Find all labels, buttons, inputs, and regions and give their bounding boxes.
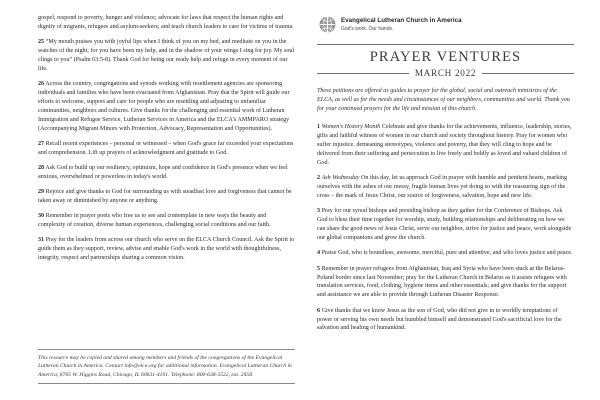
- prayer-entry: [38, 236, 295, 263]
- entry-emphasis: Ash Wednesday: [321, 175, 360, 182]
- subtitle-rule-right: [482, 73, 574, 74]
- entry-number: 6: [317, 307, 321, 314]
- entry-emphasis: Women's History Month: [321, 124, 381, 131]
- subtitle-rule-left: [317, 73, 409, 74]
- entry-text: On this day, let us approach God in prayer with humble and penitent hearts, marking ourselves with the ashes of our messy, fragile human lives yet doing so with the reassuring sign of the cross – the mark of Jesus Christ, our source of forgiveness, salvation, hope and new life.: [317, 175, 568, 200]
- prayer-entry: [317, 207, 574, 243]
- entry-text: Across the country, congregations and synods working with resettlement agencies are sponsoring individuals and families who have been evacuated from Afghanistan. Pray that the Spirit will guide our efforts to welcome, support and care for people who are resettling and adjusting to unfamiliar communities, neighbors and cultures. Give thanks for the challenging and essential work of Lutheran Immigration and Refugee Service, Lutheran Services in America and the ELCA's AMMPARO strategy (Accompanying Migrant Minors with Protection, Advocacy, Representation and Opportunities).: [38, 81, 290, 132]
- entry-number: 4: [317, 250, 321, 257]
- entry-text: Ask God to build up our resiliency, optimism, hope and confidence in God's presence when we feel anxious, overwhelmed or powerless in today's world.: [38, 165, 288, 181]
- prayer-entry: [317, 249, 574, 258]
- organization-name: Evangelical Lutheran Church in America: [341, 17, 462, 25]
- prayer-entry: [38, 38, 295, 74]
- entry-text: Give thanks that we know Jesus as the son of God, who did not give in to worldly temptations of power or serving his own needs but humbled himself and demonstrated God's sacrificial love for the salvation and healing of humankind.: [317, 307, 562, 332]
- entry-number: 31: [38, 237, 45, 244]
- entry-text: Rejoice and give thanks to God for surrounding us with steadfast love and forgiveness that cannot be taken away or diminished by anyone or anything.: [38, 189, 292, 205]
- page-title: PRAYER VENTURES: [369, 49, 522, 65]
- page-subtitle: MARCH 2022: [414, 68, 477, 78]
- prayer-entry: [38, 140, 295, 158]
- entry-text: “My mouth praises you with joyful lips when I think of you on my bed, and meditate on you in the watches of the night; for you have been my help, and in the shadow of your wings I sing for joy. My soul clings to you” (Psalm 63:5-8). Thank God for being our ready help and refuge in every moment of our life.: [38, 39, 295, 72]
- left-entry-list: [38, 38, 295, 269]
- title-rule-top: [317, 44, 574, 45]
- elca-globe-cross-icon: [319, 16, 336, 33]
- entry-number: 1: [317, 124, 321, 131]
- prayer-entry: [317, 123, 574, 168]
- entry-text: Celebrate and give thanks for the achievements, influence, leadership, stories, gifts and faithful witness of women in our church and society throughout history. Pray for women who suffer injustice, demeaning stereotypes, violence and poverty, that they will cling to hope and be delivered from their suffering and persecution to live freely and boldly as loved and valued children of God.: [317, 124, 572, 167]
- prayer-entry: [317, 174, 574, 201]
- title-block: [317, 44, 574, 78]
- prayer-entry: [38, 164, 295, 182]
- entry-number: 27: [38, 141, 45, 147]
- subtitle-row: [317, 68, 574, 78]
- continued-paragraph: gospel; respond to poverty, hunger and violence; advocate for laws that respect the human rights and dignity of migrants, refugees and asylum-seekers; and teach church leaders to care for victims of trauma.: [38, 15, 294, 30]
- prayer-entry: [38, 80, 295, 134]
- entry-number: 25: [38, 39, 45, 46]
- masthead-text: [341, 17, 462, 31]
- entry-number: 30: [38, 213, 45, 220]
- left-column: [38, 14, 295, 400]
- copyright-box: [38, 349, 295, 384]
- entry-number: 29: [38, 189, 45, 196]
- prayer-entry: [317, 265, 574, 301]
- entry-number: 28: [38, 165, 45, 172]
- right-entry-list: [317, 123, 574, 333]
- entry-number: 26: [38, 81, 45, 88]
- entry-number: 3: [317, 208, 321, 215]
- masthead: [319, 16, 574, 33]
- entry-text: Remember in prayer refugees from Afghanistan, Iraq and Syria who have been stuck at the Belarus-Poland border since last November; pray for the Lutheran Church in Belarus as it assists refugees with translation services, food, clothing, hygiene items and other essentials; and give thanks for the support and assistance we are able to provide through Lutheran Disaster Response.: [317, 265, 567, 299]
- entry-number: 2: [317, 175, 321, 182]
- prayer-entry: [38, 188, 295, 206]
- entry-text: Pray for the leaders from across our church who serve on the ELCA Church Council. Ask the Spirit to guide them as they support, review, advise and enable God's work in the world with thoughtfulness, integrity, respect and partnerships sharing a common vision.: [38, 237, 295, 262]
- prayer-entry: [38, 212, 295, 230]
- prayer-entry: [317, 307, 574, 334]
- left-column-spacer: [38, 269, 295, 348]
- entry-text: Praise God, who is boundless, awesome, merciful, pure and attentive, and who loves justice and peace.: [321, 250, 573, 257]
- entry-number: 5: [317, 265, 321, 272]
- introduction-text: These petitions are offered as guides to prayer for the global, social and outreach ministries of the ELCA, as well as for the needs and circumstances of our neighbors, communities and world. Thank you for your continued prayers for the life and mission of this church.: [317, 88, 570, 113]
- copyright-text: This resource may be copied and shared among members and friends of the congregations of the Evangelical Lutheran Church in America. Contact info@elca.org for additional information. Evangelical Lutheran Church in America, 8765 W. Higgins Road, Chicago, IL 60631-4101. Telephone: 800-638-3522, ext. 2458.: [38, 354, 292, 378]
- organization-tagline: God's work. Our hands.: [341, 25, 394, 32]
- entry-text: Recall recent experiences – personal or witnessed – when God's grace far exceeded your expectations and comprehension. Lift up prayers of acknowledgment and gratitude to God.: [38, 141, 294, 156]
- entry-text: Pray for our synod bishops and presiding bishop as they gather for the Conference of Bishops. Ask God to bless their time together for worship, study, building relationships and deliberating on how we can share the good news of Jesus Christ, serve our neighbor, strive for justice and peace, work alongside our global companions and grow the church.: [317, 208, 572, 242]
- entry-text: Remember in prayer poets who free us to see and contemplate in new ways the beauty and complexity of creation, diverse human experiences, challenging social conditions and our faith.: [38, 213, 271, 229]
- right-column: [317, 14, 574, 400]
